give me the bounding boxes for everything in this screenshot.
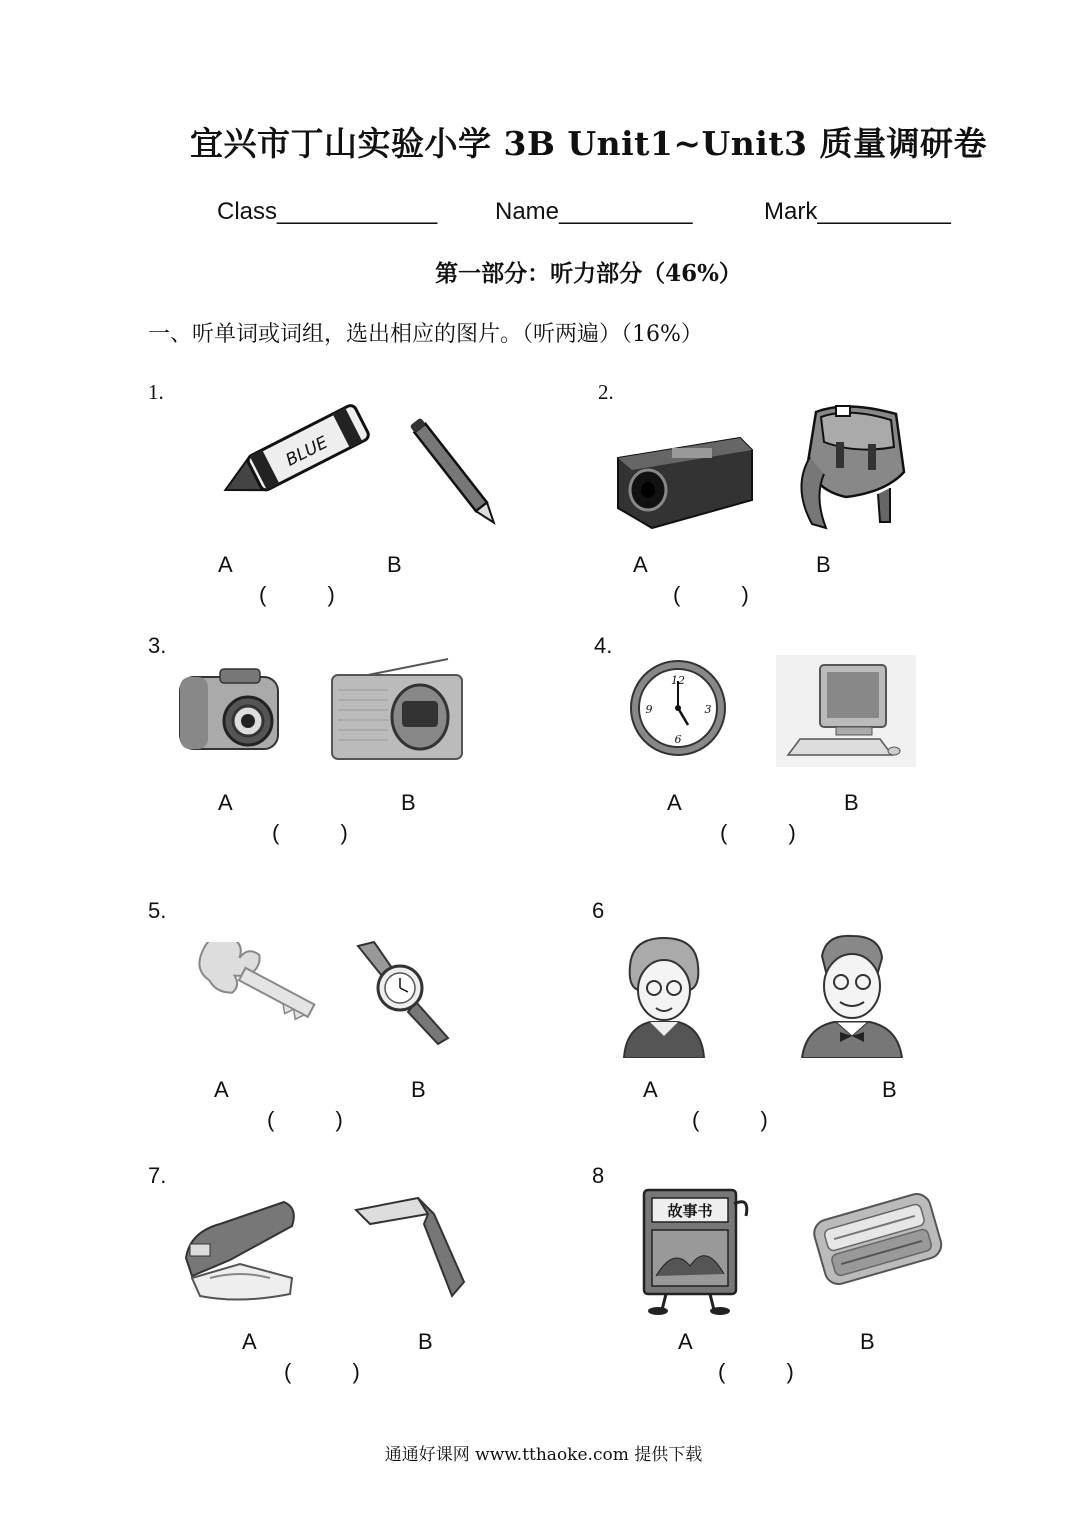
question-number: 4.: [594, 633, 613, 658]
grandma-icon: [620, 936, 708, 1058]
stapler-icon: [180, 1198, 302, 1304]
option-b-label: B: [418, 1329, 433, 1354]
question-number: 5.: [148, 898, 167, 923]
option-b-label: B: [816, 552, 831, 577]
answer-bracket[interactable]: ( ): [267, 1107, 343, 1132]
option-a-label: A: [633, 552, 648, 577]
option-b-label: B: [401, 790, 416, 815]
part-heading: 第一部分：听力部分（46%）: [435, 260, 742, 287]
svg-text:故事书: 故事书: [667, 1202, 713, 1220]
svg-text:12: 12: [671, 674, 685, 687]
answer-bracket[interactable]: ( ): [272, 820, 348, 845]
option-a-label: A: [218, 552, 233, 577]
name-field: Name__________: [495, 198, 693, 225]
question-number: 6: [592, 898, 605, 923]
page-title: 宜兴市丁山实验小学 3B Unit1~Unit3 质量调研卷: [190, 124, 987, 163]
mark-field: Mark__________: [764, 198, 951, 225]
section-instruction: 一、听单词或词组，选出相应的图片。（听两遍）（16%）: [148, 322, 703, 347]
computer-icon: [776, 655, 916, 767]
storybook-icon: [634, 1186, 752, 1316]
option-a-label: A: [214, 1077, 229, 1102]
option-b-label: B: [844, 790, 859, 815]
svg-text:3: 3: [704, 703, 712, 716]
option-a-label: A: [218, 790, 233, 815]
option-a-label: A: [678, 1329, 693, 1354]
question-number: 3.: [148, 633, 167, 658]
crayon-icon: [212, 400, 377, 510]
answer-bracket[interactable]: ( ): [718, 1359, 794, 1384]
pencil-icon: [388, 402, 518, 542]
question-number: 2.: [598, 380, 614, 404]
question-number: 1.: [148, 380, 164, 404]
class-field: Class____________: [217, 198, 438, 225]
svg-text:6: 6: [674, 733, 682, 746]
option-b-label: B: [860, 1329, 875, 1354]
page-footer: 通通好课网 www.tthaoke.com 提供下载: [384, 1445, 703, 1465]
schoolbag-icon: [786, 402, 911, 532]
answer-bracket[interactable]: ( ): [692, 1107, 768, 1132]
radio-icon: [328, 655, 466, 763]
watch-icon: [352, 938, 456, 1046]
clock-icon: [628, 657, 728, 759]
answer-bracket[interactable]: ( ): [259, 582, 335, 607]
option-b-label: B: [411, 1077, 426, 1102]
question-number: 8: [592, 1163, 605, 1188]
svg-text:BLUE: BLUE: [282, 432, 332, 471]
answer-bracket[interactable]: ( ): [720, 820, 796, 845]
sharpener-icon: [612, 428, 757, 533]
option-a-label: A: [667, 790, 682, 815]
option-a-label: A: [643, 1077, 658, 1102]
key-icon: [184, 942, 318, 1046]
grandpa-icon: [800, 932, 904, 1058]
option-b-label: B: [882, 1077, 897, 1102]
camera-icon: [176, 663, 284, 755]
answer-bracket[interactable]: ( ): [284, 1359, 360, 1384]
answer-bracket[interactable]: ( ): [673, 582, 749, 607]
knife-icon: [352, 1196, 466, 1300]
option-b-label: B: [387, 552, 402, 577]
svg-text:9: 9: [645, 703, 653, 716]
question-number: 7.: [148, 1163, 167, 1188]
option-a-label: A: [242, 1329, 257, 1354]
pencil-case-icon: [812, 1186, 944, 1294]
